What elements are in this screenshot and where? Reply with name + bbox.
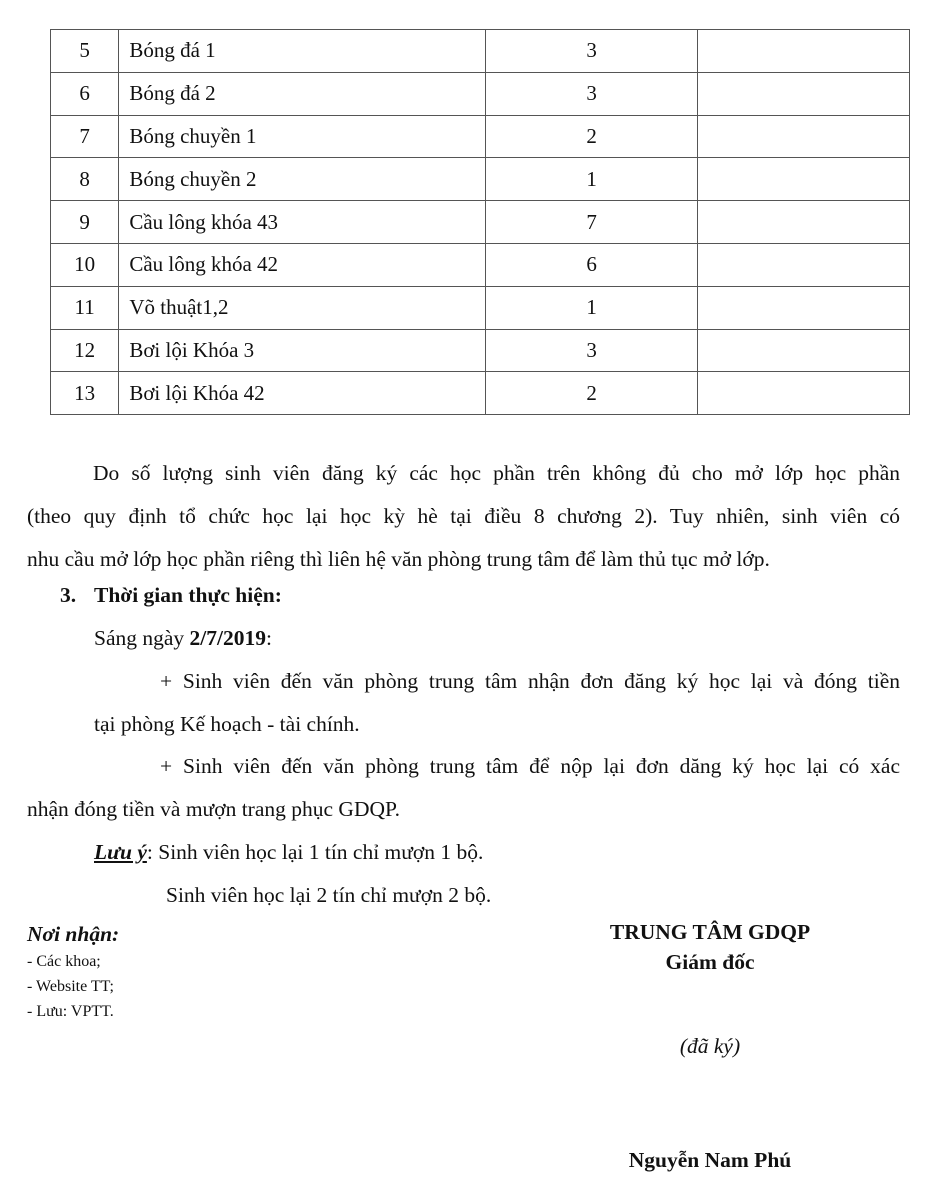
morning-date-line <box>94 626 272 651</box>
row-number: 6 <box>51 72 119 115</box>
bullet-1-line-2: tại phòng Kế hoạch - tài chính. <box>94 712 360 736</box>
note-cell <box>698 115 910 158</box>
course-name: Cầu lông khóa 43 <box>119 201 486 244</box>
table-row <box>51 72 910 115</box>
recipients-title: Nơi nhận: <box>27 922 120 946</box>
course-name: Cầu lông khóa 42 <box>119 243 486 286</box>
row-number: 11 <box>51 286 119 329</box>
table-row <box>51 329 910 372</box>
section-title: Thời gian thực hiện: <box>94 583 282 607</box>
signature-organization: TRUNG TÂM GDQP <box>609 920 811 944</box>
table-row <box>51 115 910 158</box>
row-number: 7 <box>51 115 119 158</box>
section-number: 3. <box>60 583 77 607</box>
note-cell <box>698 30 910 73</box>
row-number: 10 <box>51 243 119 286</box>
table-row <box>51 201 910 244</box>
course-name: Bơi lội Khóa 42 <box>119 372 486 415</box>
course-name: Bóng chuyền 2 <box>119 158 486 201</box>
note-line-1 <box>94 840 483 865</box>
student-count: 2 <box>486 372 698 415</box>
course-name: Bóng đá 1 <box>119 30 486 73</box>
signature-role: Giám đốc <box>665 950 755 974</box>
table-row <box>51 158 910 201</box>
table-row <box>51 286 910 329</box>
student-count: 3 <box>486 329 698 372</box>
morning-prefix: Sáng ngày <box>94 626 190 650</box>
student-count: 7 <box>486 201 698 244</box>
section-3-heading <box>60 583 282 608</box>
note-cell <box>698 72 910 115</box>
paragraph-line-2: (theo quy định tổ chức học lại học kỳ hè tại điều 8 chương 2). Tuy nhiên, sinh viên có <box>27 504 900 528</box>
note-cell <box>698 243 910 286</box>
student-count: 2 <box>486 115 698 158</box>
student-count: 1 <box>486 158 698 201</box>
note-cell <box>698 201 910 244</box>
bullet-1-line-1: + Sinh viên đến văn phòng trung tâm nhận đơn đăng ký học lại và đóng tiền <box>160 669 900 693</box>
bullet-2-line-1: + Sinh viên đến văn phòng trung tâm để nộp lại đơn dăng ký học lại có xác <box>160 754 900 778</box>
morning-date: 2/7/2019 <box>189 626 266 650</box>
course-table <box>50 29 910 415</box>
signature-name: Nguyễn Nam Phú <box>628 1148 792 1172</box>
note-cell <box>698 286 910 329</box>
paragraph-line-1: Do số lượng sinh viên đăng ký các học phần trên không đủ cho mở lớp học phần <box>93 461 900 485</box>
row-number: 12 <box>51 329 119 372</box>
table-row <box>51 243 910 286</box>
course-name: Võ thuật1,2 <box>119 286 486 329</box>
row-number: 8 <box>51 158 119 201</box>
student-count: 3 <box>486 30 698 73</box>
course-name: Bơi lội Khóa 3 <box>119 329 486 372</box>
note-label: Lưu ý <box>94 840 147 864</box>
table-row <box>51 30 910 73</box>
signature-signed-note: (đã ký) <box>679 1034 741 1058</box>
note-cell <box>698 372 910 415</box>
recipient-item: - Website TT; <box>27 978 114 995</box>
notice-paragraph <box>27 452 900 581</box>
student-count: 3 <box>486 72 698 115</box>
morning-suffix: : <box>266 626 272 650</box>
course-table-body <box>51 30 910 415</box>
paragraph-line-3: nhu cầu mở lớp học phần riêng thì liên hệ văn phòng trung tâm để làm thủ tục mở lớp. <box>27 547 770 571</box>
course-name: Bóng đá 2 <box>119 72 486 115</box>
student-count: 6 <box>486 243 698 286</box>
bullet-2-line-2: nhận đóng tiền và mượn trang phục GDQP. <box>27 797 400 821</box>
note-text-1: : Sinh viên học lại 1 tín chỉ mượn 1 bộ. <box>146 840 484 864</box>
note-cell <box>698 158 910 201</box>
row-number: 5 <box>51 30 119 73</box>
row-number: 9 <box>51 201 119 244</box>
recipient-item: - Lưu: VPTT. <box>27 1003 114 1020</box>
table-row <box>51 372 910 415</box>
row-number: 13 <box>51 372 119 415</box>
note-line-2: Sinh viên học lại 2 tín chỉ mượn 2 bộ. <box>166 883 492 907</box>
note-cell <box>698 329 910 372</box>
student-count: 1 <box>486 286 698 329</box>
recipient-item: - Các khoa; <box>27 953 101 970</box>
recipients-block <box>27 922 119 1024</box>
course-name: Bóng chuyền 1 <box>119 115 486 158</box>
